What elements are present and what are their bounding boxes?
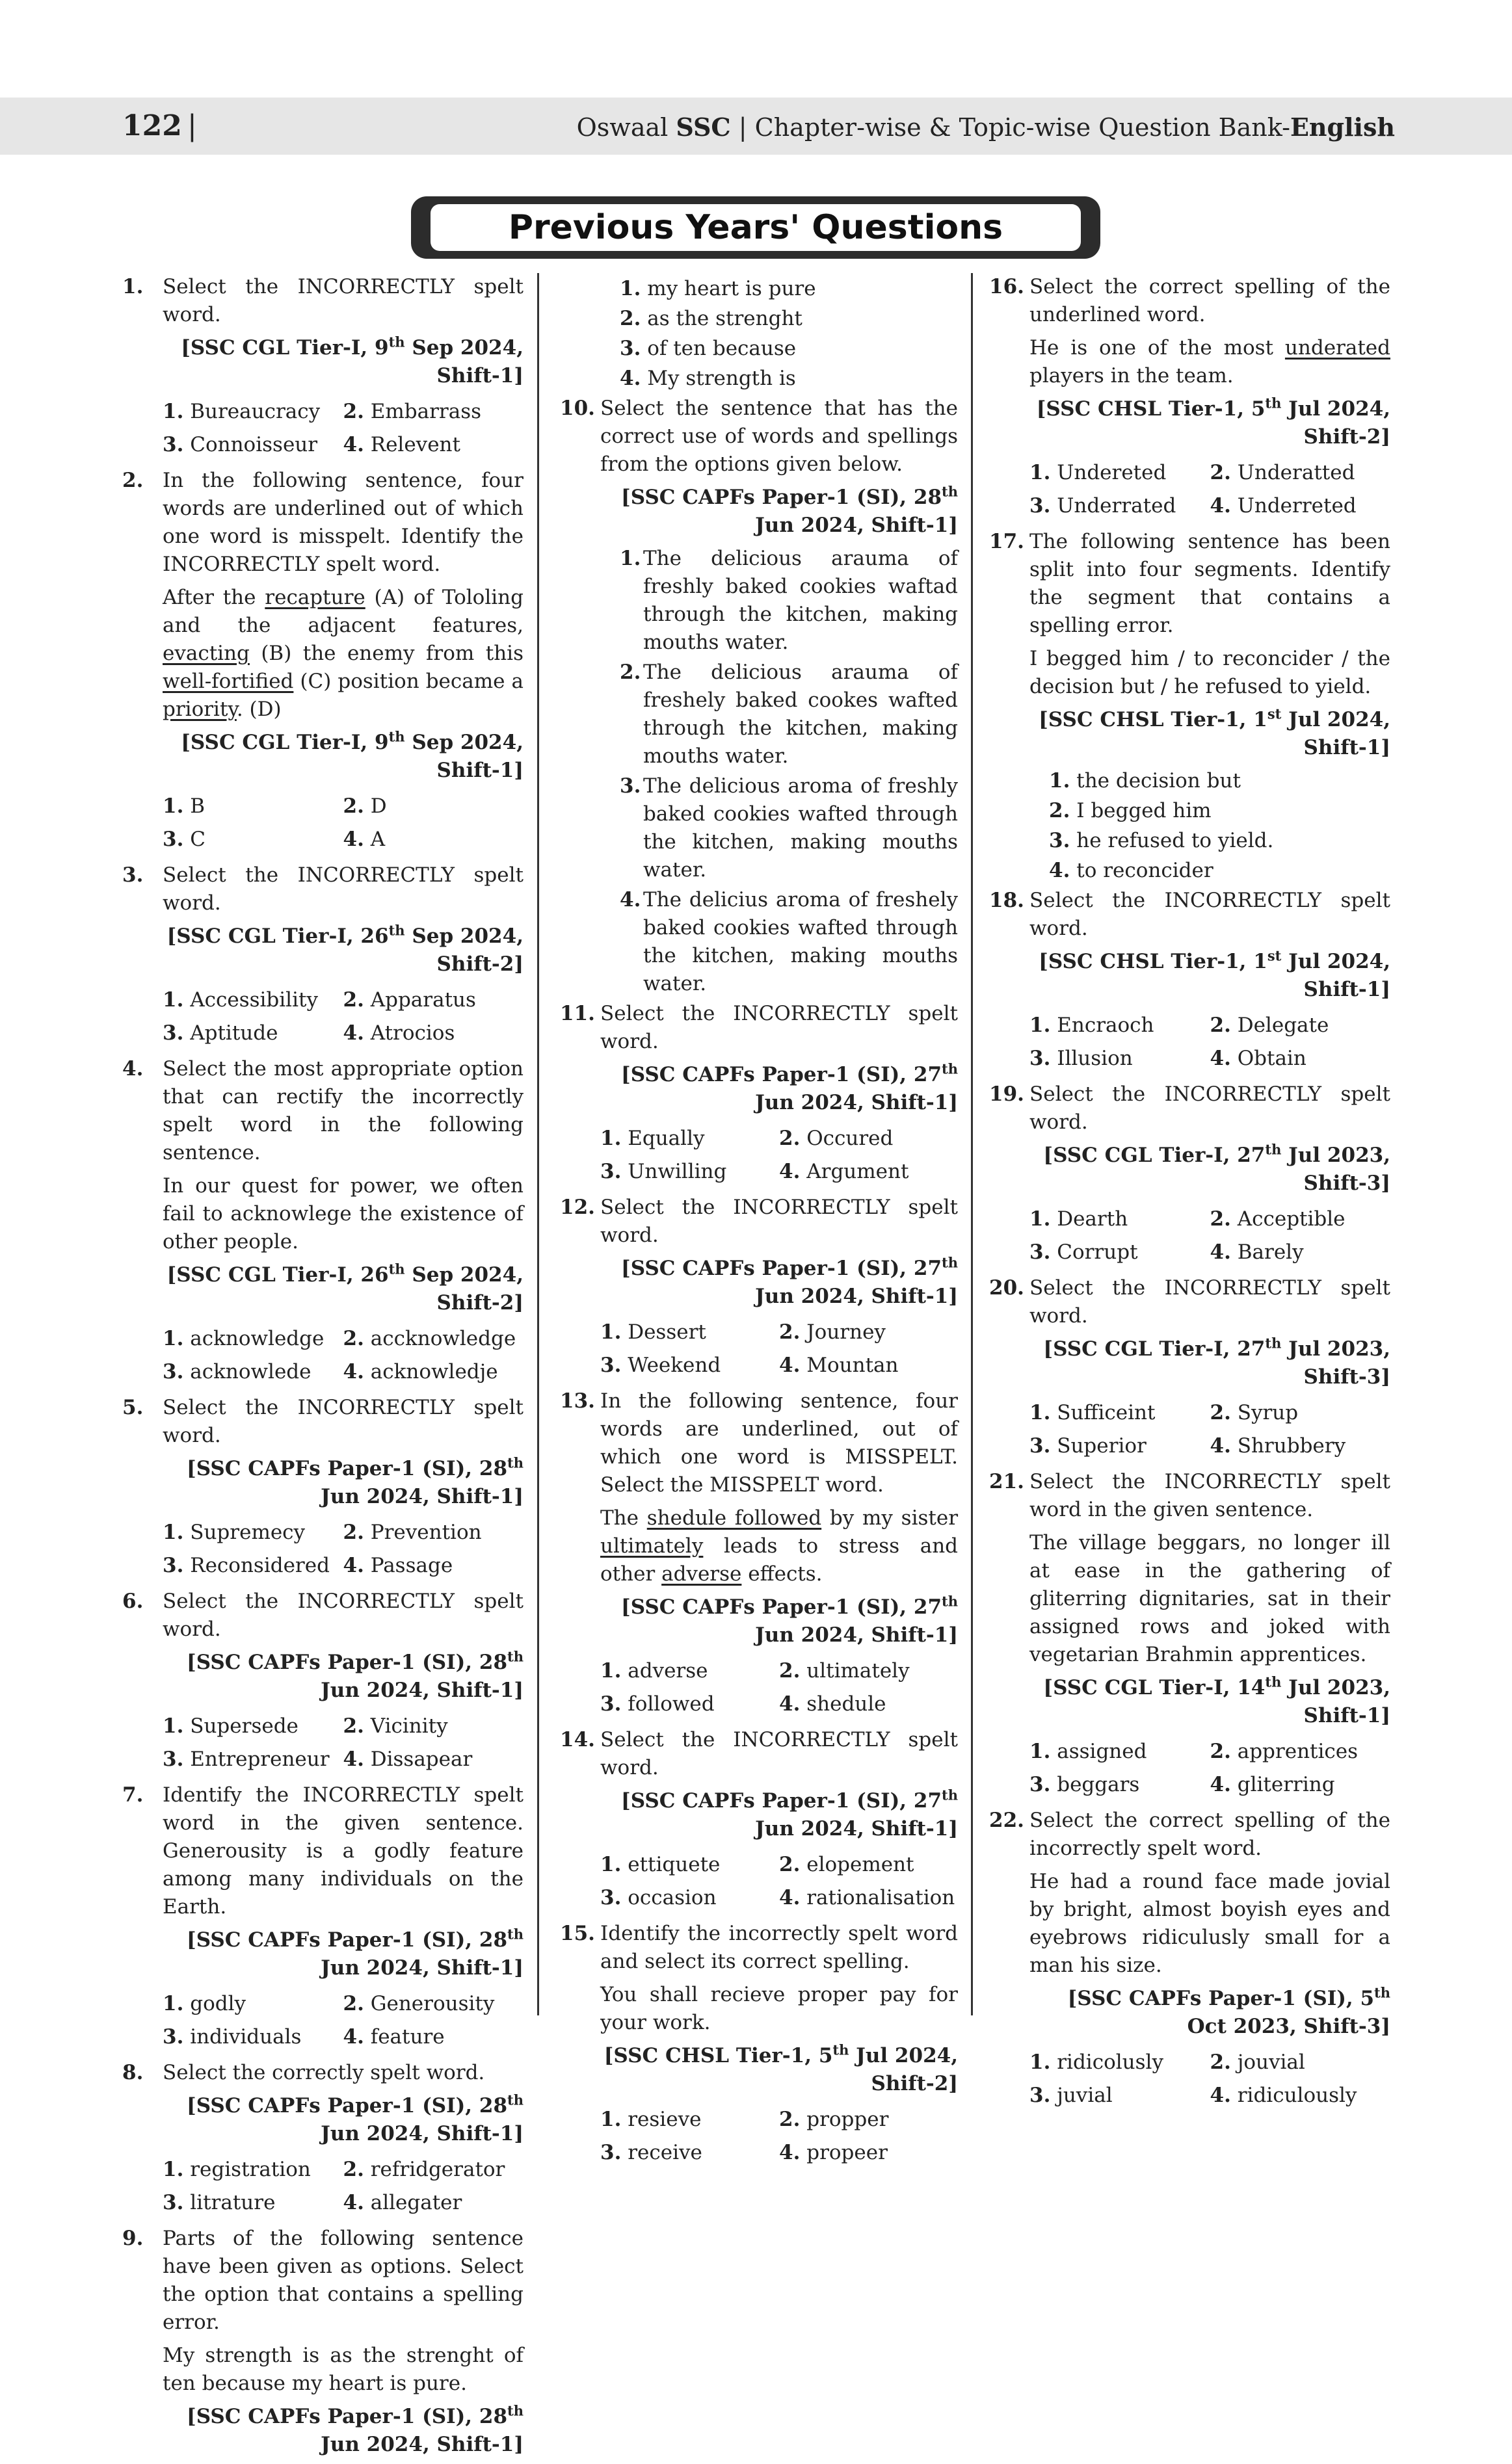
- question-number: 22.: [989, 1809, 1024, 1832]
- option-1[interactable]: 1. Sufficeint: [1029, 1401, 1156, 1424]
- question-text: Select the INCORRECTLY spelt word.: [1029, 1082, 1390, 1134]
- option-1[interactable]: 1. Dearth: [1029, 1207, 1128, 1231]
- options: [1029, 1396, 1390, 1463]
- option-4[interactable]: 4. allegater: [343, 2191, 462, 2214]
- options: [163, 1322, 524, 1389]
- option-4[interactable]: 4. Barely: [1210, 1240, 1304, 1264]
- option-2[interactable]: 2. Syrup: [1210, 1401, 1299, 1424]
- option-1[interactable]: 1. Equally: [600, 1127, 705, 1150]
- option-3[interactable]: 3. Reconsidered: [163, 1554, 330, 1577]
- option-1[interactable]: 1. my heart is pure: [620, 277, 816, 300]
- question-3: [117, 861, 524, 1050]
- option-1[interactable]: 1. Bureaucracy: [163, 400, 321, 423]
- option-4[interactable]: 4. gliterring: [1210, 1773, 1335, 1796]
- option-4[interactable]: 4. acknowledje: [343, 1360, 498, 1383]
- option-2[interactable]: 2. as the strenght: [620, 307, 802, 330]
- section-banner: [411, 196, 1100, 259]
- question-text: The following sentence has been split into four segments. Identify the segment that contains a spelling error.: [1029, 530, 1390, 637]
- option-3[interactable]: 3. litrature: [163, 2191, 276, 2214]
- option-1[interactable]: 1. Supremecy: [163, 1521, 306, 1544]
- question-text: Select the INCORRECTLY spelt word.: [163, 275, 524, 326]
- option-1[interactable]: 1. Undereted: [1029, 461, 1167, 484]
- question-4: [117, 1055, 524, 1389]
- option-3[interactable]: 3. C: [163, 828, 206, 851]
- option-1[interactable]: 1. resieve: [600, 2108, 702, 2131]
- options: [1029, 1735, 1390, 1802]
- question-text: Select the INCORRECTLY spelt word.: [163, 1396, 524, 1447]
- exam-source: [SSC CGL Tier-I, 14th Jul 2023, Shift-1]: [1043, 1673, 1390, 1727]
- question-21: [984, 1468, 1390, 1802]
- option-4[interactable]: 4. Dissapear: [343, 1748, 473, 1771]
- column-2: [555, 273, 958, 2175]
- option-4[interactable]: 4. Shrubbery: [1210, 1434, 1346, 1458]
- question-11: [555, 1000, 958, 1188]
- option-4[interactable]: 4. A: [343, 828, 386, 851]
- option-4[interactable]: 4. My strength is: [620, 367, 796, 390]
- exam-source: [SSC CGL Tier-I, 9th Sep 2024, Shift-1]: [181, 728, 524, 782]
- question-number: 9.: [122, 2227, 144, 2250]
- exam-source: [SSC CHSL Tier-1, 5th Jul 2024, Shift-2]: [1036, 395, 1390, 449]
- question-14: [555, 1726, 958, 1915]
- options: [600, 2103, 958, 2169]
- option-1[interactable]: 1. ridicolusly: [1029, 2051, 1163, 2074]
- question-number: 1.: [122, 275, 144, 298]
- question-number: 14.: [560, 1728, 595, 1751]
- option-1[interactable]: 1. B: [163, 794, 206, 818]
- question-number: 5.: [122, 1396, 144, 1419]
- question-text: Select the INCORRECTLY spelt word.: [1029, 1276, 1390, 1328]
- question-number: 6.: [122, 1590, 144, 1613]
- exam-source: [SSC CHSL Tier-1, 5th Jul 2024, Shift-2]: [603, 2041, 958, 2095]
- exam-source: [SSC CAPFs Paper-1 (SI), 28th Jun 2024, Shift-1]: [187, 1648, 524, 1702]
- options: [163, 1516, 524, 1582]
- question-passage: He had a round face made jovial by bright, almost boyish eyes and eyebrows ridiculusly small for a man his size.: [1029, 1870, 1390, 1977]
- options: [163, 2153, 524, 2220]
- question-number: 17.: [989, 530, 1024, 553]
- option-2[interactable]: 2. Underatted: [1210, 461, 1355, 484]
- option-4[interactable]: 4. to reconcider: [1049, 859, 1214, 882]
- question-passage: I begged him / to reconcider / the decision but / he refused to yield.: [1029, 647, 1390, 698]
- exam-source: [SSC CAPFs Paper-1 (SI), 27th Jun 2024, Shift-1]: [621, 1787, 958, 1841]
- question-2: [117, 467, 524, 856]
- exam-source: [SSC CAPFs Paper-1 (SI), 28th Jun 2024, Shift-1]: [187, 1454, 524, 1508]
- question-12: [555, 1194, 958, 1382]
- question-passage: You shall recieve proper pay for your work.: [600, 1983, 958, 2034]
- question-number: 4.: [122, 1057, 144, 1081]
- option-4[interactable]: 4. Argument: [779, 1160, 909, 1183]
- option-4[interactable]: 4. Atrocios: [343, 1021, 455, 1045]
- option-4[interactable]: 4. Passage: [343, 1554, 453, 1577]
- question-text: Select the INCORRECTLY spelt word in the given sentence.: [1029, 1470, 1390, 1521]
- question-number: 13.: [560, 1389, 595, 1413]
- question-22: [984, 1807, 1390, 2112]
- option-1[interactable]: 1. godly: [163, 1992, 246, 2015]
- option-1[interactable]: 1. adverse: [600, 1659, 708, 1683]
- option-1[interactable]: 1. the decision but: [1049, 769, 1241, 793]
- exam-source: [SSC CAPFs Paper-1 (SI), 27th Jun 2024, Shift-1]: [621, 1060, 958, 1114]
- question-text: Identify the INCORRECTLY spelt word in the given sentence. Generousity is a godly feature among many individuals on the Earth.: [163, 1783, 524, 1919]
- exam-source: [SSC CGL Tier-I, 9th Sep 2024, Shift-1]: [181, 334, 524, 387]
- options: [163, 395, 524, 462]
- exam-source: [SSC CGL Tier-I, 26th Sep 2024, Shift-2]: [166, 1261, 524, 1315]
- option-3[interactable]: 3. Unwilling: [600, 1160, 727, 1183]
- question-20: [984, 1274, 1390, 1463]
- option-2[interactable]: 2. accknowledge: [343, 1327, 516, 1350]
- question-7: [117, 1781, 524, 2054]
- options: [163, 1710, 524, 1776]
- option-2[interactable]: 2. propper: [779, 2108, 889, 2131]
- question-passage: The village beggars, no longer ill at ease in the gathering of gliterring dignitaries, sat in their assigned rows and joked with vegetarian Brahmin apprentices.: [1029, 1531, 1390, 1666]
- question-9: [117, 2225, 524, 2459]
- question-passage: My strength is as the strenght of ten because my heart is pure.: [163, 2344, 524, 2395]
- question-text: Select the INCORRECTLY spelt word.: [163, 1590, 524, 1641]
- question-6: [117, 1588, 524, 1776]
- question-text: Select the INCORRECTLY spelt word.: [600, 1196, 958, 1247]
- question-number: 19.: [989, 1082, 1024, 1106]
- option-2[interactable]: 2. ultimately: [779, 1659, 910, 1683]
- question-number: 15.: [560, 1922, 595, 1945]
- brand-oswaal: Oswaal: [576, 113, 676, 142]
- options: [163, 790, 524, 856]
- option-2[interactable]: 2. Generousity: [343, 1992, 495, 2015]
- question-text: Parts of the following sentence have been given as options. Select the option that contains a spelling error.: [163, 2227, 524, 2334]
- question-number: 18.: [989, 889, 1024, 912]
- exam-source: [SSC CAPFs Paper-1 (SI), 27th Jun 2024, Shift-1]: [621, 1254, 958, 1308]
- option-3[interactable]: 3. Connoisseur: [163, 433, 318, 456]
- option-3[interactable]: 3. Weekend: [600, 1354, 721, 1377]
- question-9-options: [555, 275, 958, 393]
- column-divider: [971, 273, 973, 2015]
- exam-source: [SSC CGL Tier-I, 27th Jul 2023, Shift-3]: [1043, 1141, 1390, 1195]
- exam-source: [SSC CAPFs Paper-1 (SI), 28th Jun 2024, Shift-1]: [621, 483, 958, 537]
- option-3[interactable]: 3. occasion: [600, 1886, 717, 1909]
- exam-source: [SSC CGL Tier-I, 27th Jul 2023, Shift-3]: [1043, 1335, 1390, 1389]
- question-text: Select the most appropriate option that can rectify the incorrectly spelt word in the following sentence.: [163, 1057, 524, 1164]
- option-1[interactable]: 1. Encraoch: [1029, 1014, 1154, 1037]
- exam-source: [SSC CHSL Tier-1, 1st Jul 2024, Shift-1]: [1039, 705, 1390, 759]
- option-2[interactable]: 2. Delegate: [1210, 1014, 1329, 1037]
- options: [600, 1848, 958, 1915]
- option-1[interactable]: 1. Accessibility: [163, 988, 318, 1012]
- option-4[interactable]: 4. rationalisation: [779, 1886, 955, 1909]
- exam-source: [SSC CAPFs Paper-1 (SI), 5th Oct 2023, Shift-3]: [1067, 1984, 1390, 2038]
- options: [1029, 1009, 1390, 1075]
- option-4[interactable]: 4. Obtain: [1210, 1047, 1306, 1070]
- option-4[interactable]: 4. The delicius aroma of freshely baked cookies wafted through the kitchen, making mouths water.: [620, 888, 958, 995]
- option-3[interactable]: 3. The delicious aroma of freshly baked cookies wafted through the kitchen, making mouths water.: [620, 774, 958, 882]
- option-3[interactable]: 3. Superior: [1029, 1434, 1147, 1458]
- option-1[interactable]: 1. The delicious arauma of freshly baked cookies waftad through the kitchen, making mouths water.: [620, 547, 958, 654]
- option-1[interactable]: 1. ettiquete: [600, 1853, 721, 1876]
- exam-source: [SSC CAPFs Paper-1 (SI), 27th Jun 2024, Shift-1]: [621, 1593, 958, 1647]
- option-2[interactable]: 2. jouvial: [1210, 2051, 1305, 2074]
- question-number: 21.: [989, 1470, 1024, 1493]
- question-text: Select the INCORRECTLY spelt word.: [1029, 889, 1390, 940]
- brand-subject: English: [1290, 112, 1395, 142]
- question-text: Select the INCORRECTLY spelt word.: [600, 1002, 958, 1053]
- exam-source: [SSC CHSL Tier-1, 1st Jul 2024, Shift-1]: [1039, 947, 1390, 1001]
- option-1[interactable]: 1. Dessert: [600, 1320, 706, 1344]
- options: [1029, 1203, 1390, 1269]
- option-2[interactable]: 2. Apparatus: [343, 988, 476, 1012]
- question-text: In the following sentence, four words are underlined out of which one word is misspelt. Identify the INCORRECTLY spelt word.: [163, 469, 524, 576]
- question-19: [984, 1081, 1390, 1269]
- option-4[interactable]: 4. feature: [343, 2025, 445, 2049]
- option-3[interactable]: 3. he refused to yield.: [1049, 829, 1274, 852]
- question-passage: The shedule followed by my sister ultimately leads to stress and other adverse effects.: [600, 1506, 959, 1586]
- brand-ssc: SSC: [676, 112, 731, 142]
- option-3[interactable]: 3. followed: [600, 1692, 715, 1716]
- question-text: Select the correctly spelt word.: [163, 2061, 485, 2084]
- question-passage: He is one of the most underated players in the team.: [1029, 336, 1390, 387]
- option-2[interactable]: 2. D: [343, 794, 387, 818]
- question-passage: After the recapture (A) of Tololing and the adjacent features, evacting (B) the enemy from this well-fortified (C) position became a priority. (D): [163, 586, 524, 721]
- option-3[interactable]: 3. Underrated: [1029, 494, 1176, 518]
- option-3[interactable]: 3. receive: [600, 2141, 702, 2164]
- question-18: [984, 887, 1390, 1075]
- question-text: Select the INCORRECTLY spelt word.: [600, 1728, 958, 1779]
- page-number: 122: [122, 109, 182, 142]
- option-4[interactable]: 4. ridiculously: [1210, 2084, 1357, 2107]
- options: [600, 1655, 958, 1721]
- option-2[interactable]: 2. Journey: [779, 1320, 886, 1344]
- options: [600, 1316, 958, 1382]
- option-3[interactable]: 3. Illusion: [1029, 1047, 1133, 1070]
- book-title: [577, 108, 1395, 147]
- option-1[interactable]: 1. acknowledge: [163, 1327, 325, 1350]
- question-number: 16.: [989, 275, 1024, 298]
- question-text: In the following sentence, four words are underlined, out of which one word is MISSPELT. Select the MISSPELT word.: [600, 1389, 958, 1497]
- options: [163, 1987, 524, 2054]
- option-2[interactable]: 2. refridgerator: [343, 2158, 505, 2181]
- option-3[interactable]: 3. Corrupt: [1029, 1240, 1138, 1264]
- option-3[interactable]: 3. acknowlede: [163, 1360, 312, 1383]
- question-16: [984, 273, 1390, 523]
- brand-description: | Chapter-wise & Topic-wise Question Bank-: [730, 113, 1290, 142]
- option-4[interactable]: 4. propeer: [779, 2141, 888, 2164]
- question-text: Select the INCORRECTLY spelt word.: [163, 863, 524, 915]
- question-passage: In our quest for power, we often fail to acknowlege the existence of other people.: [163, 1174, 524, 1253]
- option-3[interactable]: 3. juvial: [1029, 2084, 1113, 2107]
- question-8: [117, 2059, 524, 2220]
- options: [600, 1122, 958, 1188]
- exam-source: [SSC CAPFs Paper-1 (SI), 28th Jun 2024, Shift-1]: [187, 2091, 524, 2145]
- options: [1029, 2046, 1390, 2112]
- question-number: 12.: [560, 1196, 595, 1219]
- option-4[interactable]: 4. Relevent: [343, 433, 460, 456]
- question-number: 8.: [122, 2061, 144, 2084]
- header-separator: |: [187, 109, 197, 142]
- question-text: Identify the incorrectly spelt word and select its correct spelling.: [600, 1922, 958, 1973]
- column-divider: [537, 273, 539, 2015]
- option-3[interactable]: 3. individuals: [163, 2025, 302, 2049]
- options: [163, 984, 524, 1050]
- question-number: 20.: [989, 1276, 1024, 1300]
- question-15: [555, 1920, 958, 2169]
- option-2[interactable]: 2. elopement: [779, 1853, 914, 1876]
- question-text: Select the sentence that has the correct use of words and spellings from the options given below.: [600, 397, 958, 476]
- column-1: [117, 273, 524, 2464]
- question-number: 7.: [122, 1783, 144, 1807]
- question-1: [117, 273, 524, 462]
- option-2[interactable]: 2. Embarrass: [343, 400, 482, 423]
- exam-source: [SSC CAPFs Paper-1 (SI), 28th Jun 2024, Shift-1]: [187, 1926, 524, 1980]
- question-5: [117, 1394, 524, 1582]
- option-1[interactable]: 1. assigned: [1029, 1740, 1147, 1763]
- option-3[interactable]: 3. Aptitude: [163, 1021, 278, 1045]
- question-number: 11.: [560, 1002, 595, 1025]
- page-header: [0, 98, 1512, 155]
- option-2[interactable]: 2. Occured: [779, 1127, 894, 1150]
- option-4[interactable]: 4. Mountan: [779, 1354, 899, 1377]
- option-3[interactable]: 3. beggars: [1029, 1773, 1140, 1796]
- options: [1029, 456, 1390, 523]
- exam-source: [SSC CAPFs Paper-1 (SI), 28th Jun 2024, Shift-1]: [187, 2402, 524, 2456]
- option-2[interactable]: 2. Prevention: [343, 1521, 482, 1544]
- option-1[interactable]: 1. Supersede: [163, 1714, 298, 1738]
- question-10: [555, 395, 958, 998]
- question-text: Select the correct spelling of the underlined word.: [1029, 275, 1390, 326]
- option-2[interactable]: 2. The delicious arauma of freshely baked cookes wafted through the kitchen, making mouths water.: [620, 661, 958, 768]
- option-2[interactable]: 2. apprentices: [1210, 1740, 1359, 1763]
- option-4[interactable]: 4. shedule: [779, 1692, 886, 1716]
- question-text: Select the correct spelling of the incorrectly spelt word.: [1029, 1809, 1390, 1860]
- question-number: 10.: [560, 397, 595, 420]
- question-17: [984, 528, 1390, 885]
- exam-source: [SSC CGL Tier-I, 26th Sep 2024, Shift-2]: [166, 922, 524, 976]
- option-3[interactable]: 3. Entrepreneur: [163, 1748, 330, 1771]
- option-2[interactable]: 2. Vicinity: [343, 1714, 448, 1738]
- option-1[interactable]: 1. registration: [163, 2158, 311, 2181]
- option-2[interactable]: 2. I begged him: [1049, 799, 1212, 822]
- question-13: [555, 1387, 958, 1721]
- option-2[interactable]: 2. Acceptible: [1210, 1207, 1346, 1231]
- option-4[interactable]: 4. Underreted: [1210, 494, 1357, 518]
- question-number: 2.: [122, 469, 144, 492]
- option-3[interactable]: 3. of ten because: [620, 337, 797, 360]
- column-3: [984, 273, 1390, 2117]
- section-title: Previous Years' Questions: [431, 204, 1081, 251]
- question-number: 3.: [122, 863, 144, 887]
